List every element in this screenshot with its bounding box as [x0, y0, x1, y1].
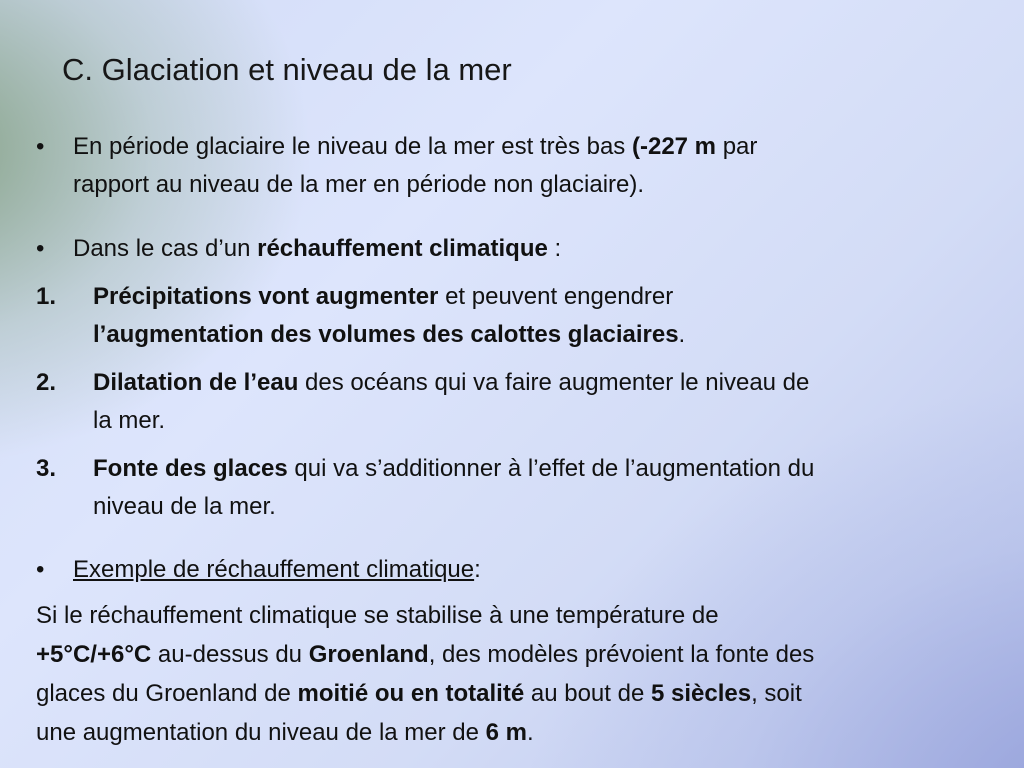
- bullet-3-colon: :: [474, 556, 481, 583]
- bullet-1-text-end: par: [716, 133, 758, 160]
- paragraph-period: .: [527, 719, 534, 746]
- list-item-2-line-2: la mer.: [93, 407, 166, 434]
- bullet-3-line: [73, 551, 481, 589]
- slide-title: C. Glaciation et niveau de la mer: [62, 52, 512, 87]
- list-item-3-line-2: niveau de la mer.: [93, 493, 276, 520]
- list-item-2-line-1: [93, 364, 809, 402]
- paragraph-text: , des modèles prévoient la fonte des: [428, 641, 815, 668]
- list-item-1-bold: Précipitations vont augmenter: [93, 283, 439, 310]
- list-number-1: 1.: [36, 283, 57, 310]
- bullet-1-bold: (-227 m: [631, 133, 717, 160]
- paragraph-text: , soit: [751, 680, 802, 707]
- paragraph-greenland: Groenland: [308, 641, 429, 668]
- list-item-1-period: .: [678, 321, 686, 348]
- bullet-marker: •: [36, 235, 45, 262]
- bullet-1-line-2: rapport au niveau de la mer en période non glaciaire).: [73, 171, 645, 198]
- paragraph-line-4: [36, 714, 534, 752]
- paragraph-half-or-total: moitié ou en totalité: [297, 680, 525, 707]
- paragraph-text: au-dessus du: [151, 641, 309, 668]
- list-item-2-text: des océans qui va faire augmenter le niveau de: [298, 369, 810, 396]
- list-number-2: 2.: [36, 369, 57, 396]
- list-item-1-line-2: [93, 316, 685, 354]
- bullet-1-text: En période glaciaire le niveau de la mer est très bas: [73, 133, 632, 160]
- list-number-3: 3.: [36, 455, 57, 482]
- bullet-2-text-end: :: [547, 235, 562, 262]
- paragraph-temperature: +5°C/+6°C: [36, 641, 152, 668]
- list-item-3-line-1: [93, 450, 814, 488]
- paragraph-line-3: [36, 675, 802, 713]
- paragraph-line-2: [36, 636, 814, 674]
- bullet-1-line-1: [73, 128, 757, 166]
- bullet-2-line: [73, 230, 561, 268]
- paragraph-text: au bout de: [524, 680, 651, 707]
- paragraph-text: glaces du Groenland de: [36, 680, 298, 707]
- list-item-1-text: et peuvent engendrer: [438, 283, 674, 310]
- paragraph-centuries: 5 siècles: [650, 680, 752, 707]
- list-item-1-line-1: [93, 278, 673, 316]
- paragraph-line-1: Si le réchauffement climatique se stabilise à une température de: [36, 602, 719, 629]
- list-item-3-text: qui va s’additionner à l’effet de l’augmentation du: [287, 455, 815, 482]
- bullet-marker: •: [36, 133, 45, 160]
- list-item-2-bold: Dilatation de l’eau: [93, 369, 299, 396]
- list-item-3-bold: Fonte des glaces: [93, 455, 288, 482]
- bullet-marker: •: [36, 556, 45, 583]
- bullet-3-underlined: Exemple de réchauffement climatique: [73, 556, 475, 583]
- bullet-2-text: Dans le cas d’un: [73, 235, 258, 262]
- bullet-2-bold: réchauffement climatique: [257, 235, 548, 262]
- paragraph-sea-rise: 6 m: [485, 719, 528, 746]
- list-item-1-bold-2: l’augmentation des volumes des calottes glaciaires: [93, 321, 679, 348]
- paragraph-text: une augmentation du niveau de la mer de: [36, 719, 486, 746]
